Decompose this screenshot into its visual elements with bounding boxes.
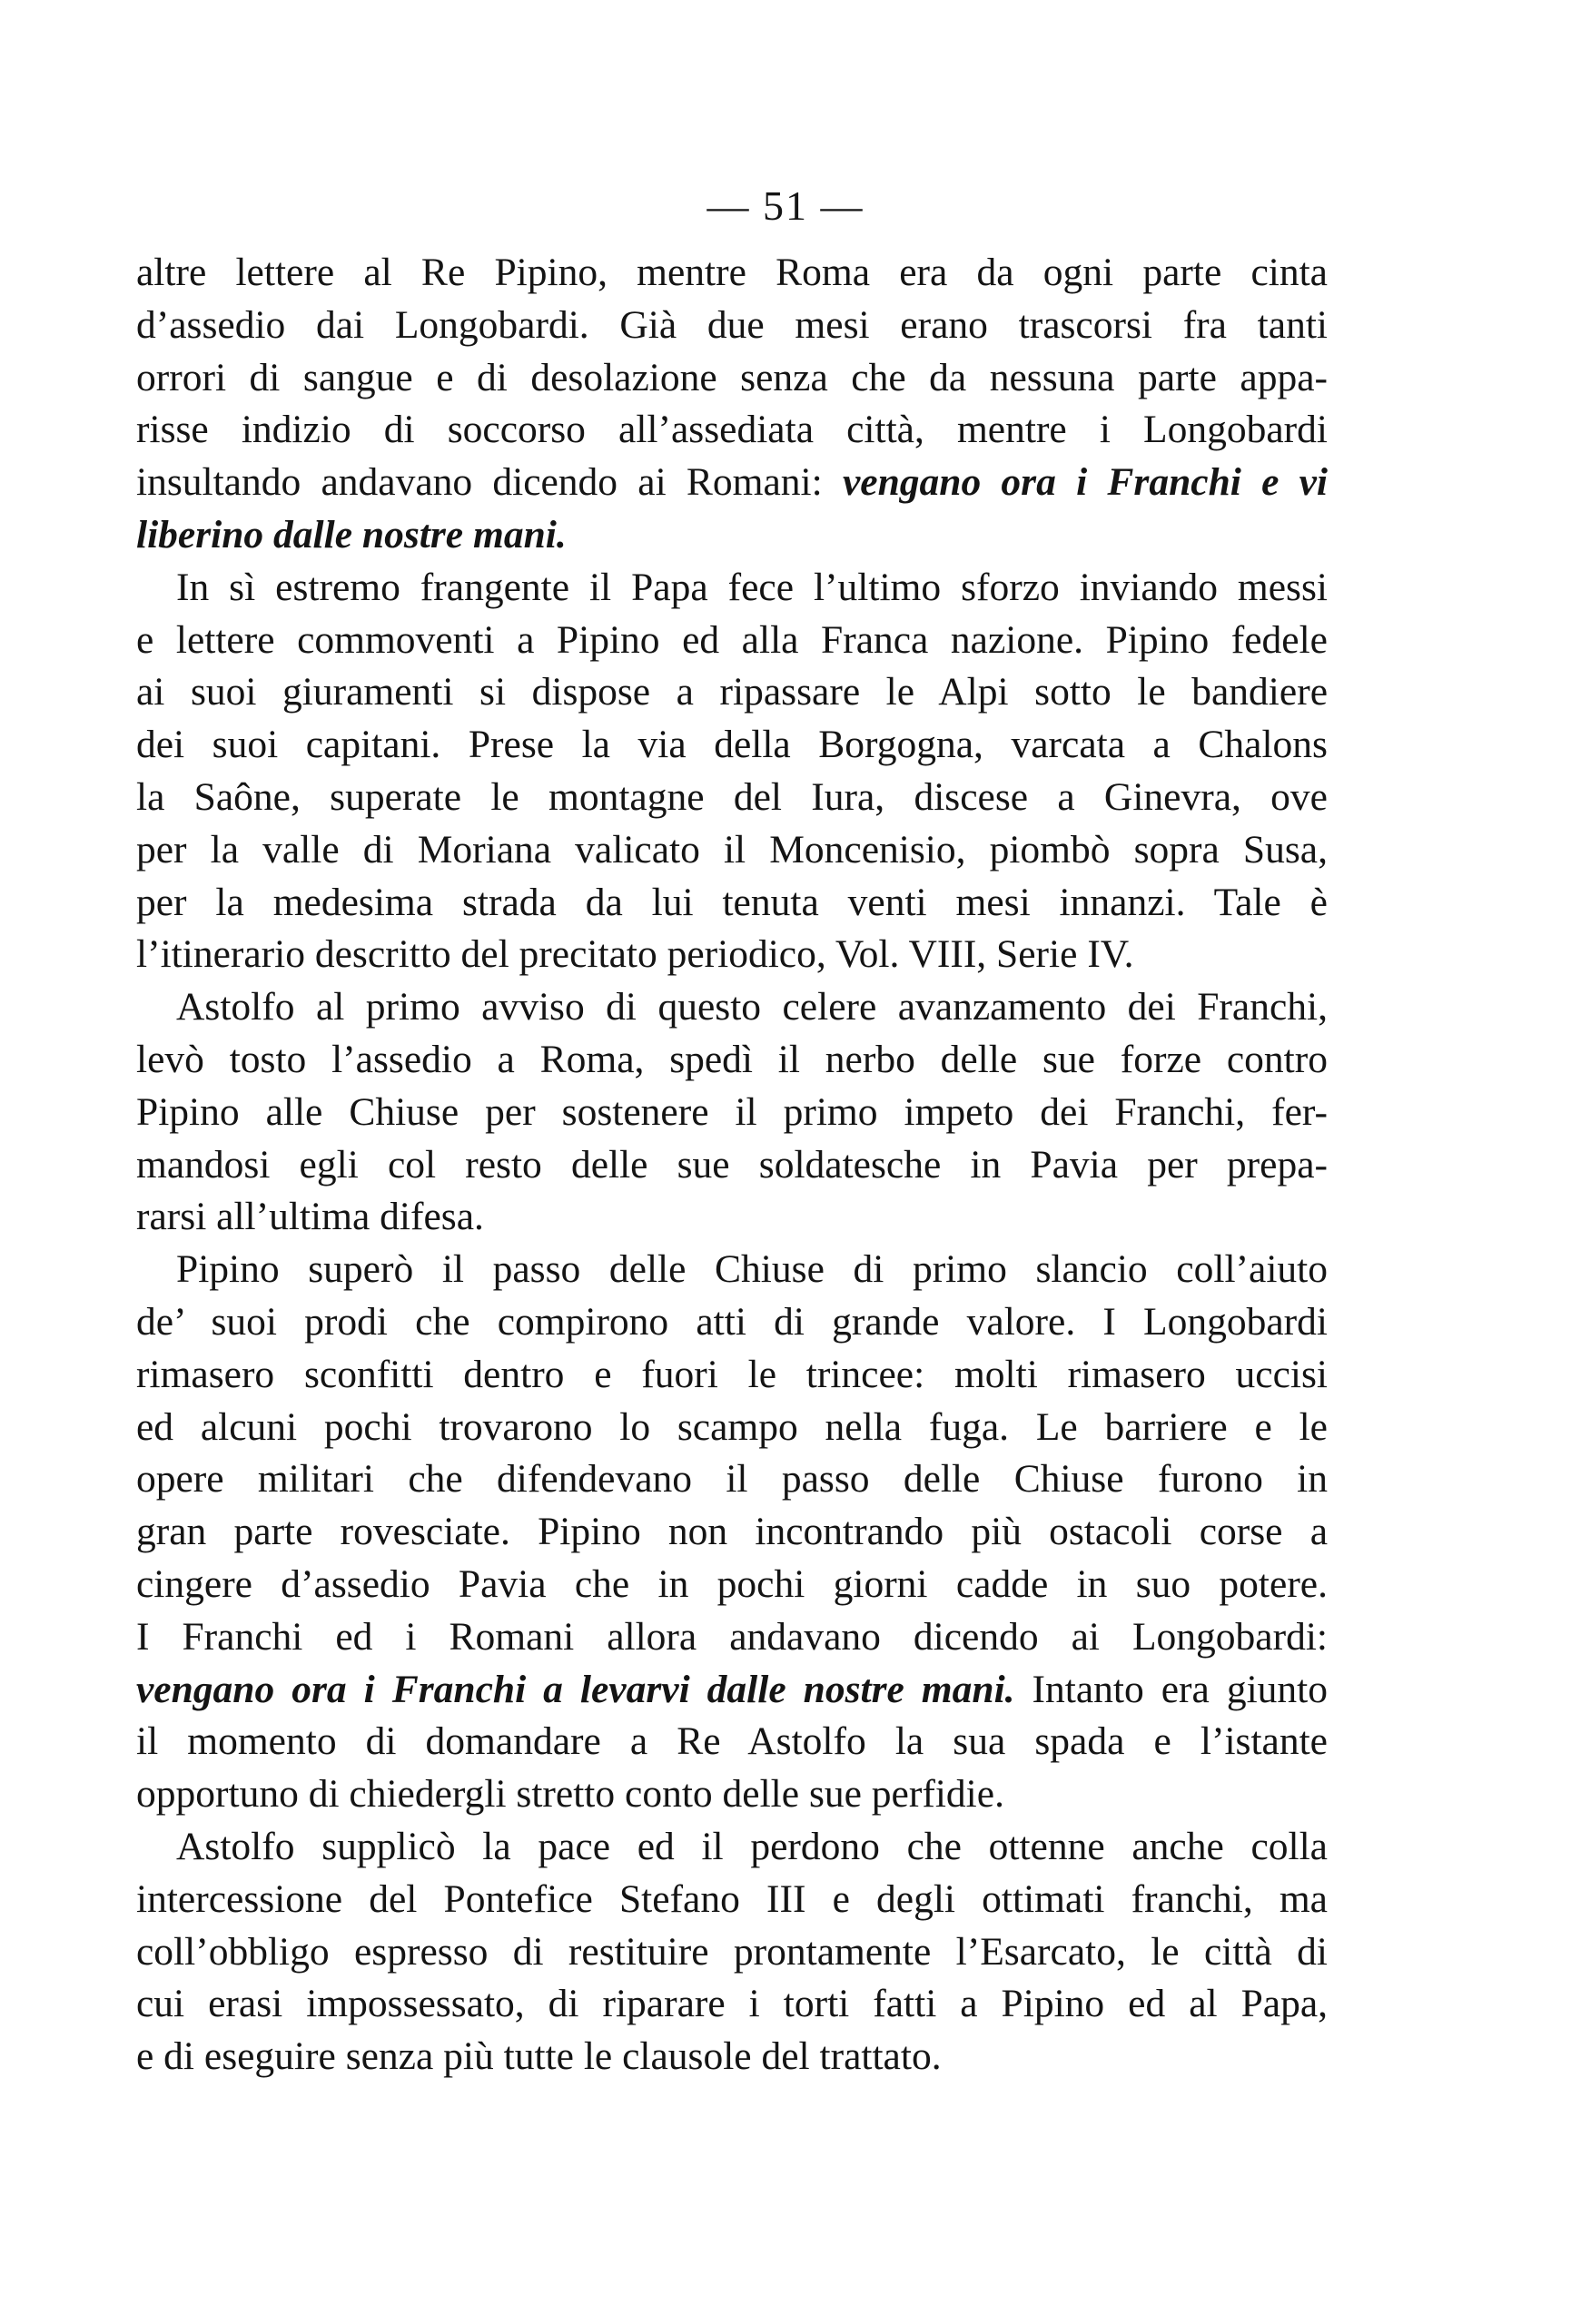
- text-line: [136, 2031, 1328, 2083]
- text-line: [136, 562, 1328, 615]
- paragraph-2: [136, 562, 1328, 981]
- text-line: [136, 666, 1328, 719]
- text-line: [136, 1453, 1328, 1506]
- text-segment: In sì estremo frangente il Papa fece l’ultimo sforzo inviando messi: [176, 565, 1328, 609]
- text-segment: e lettere commoventi a Pipino ed alla Franca nazione. Pipino fedele: [136, 617, 1328, 662]
- text-segment: il momento di domandare a Re Astolfo la sua spada e l’istante: [136, 1719, 1328, 1764]
- text-line: [136, 1139, 1328, 1192]
- text-segment: cui erasi impossessato, di riparare i torti fatti a Pipino ed al Papa,: [136, 1982, 1328, 2026]
- text-segment: Pipino superò il passo delle Chiuse di primo slancio coll’aiuto: [176, 1247, 1328, 1292]
- paragraph-5: [136, 1821, 1328, 2083]
- paragraph-3: [136, 981, 1328, 1244]
- text-segment: per la medesima strada da lui tenuta venti mesi innanzi. Tale è: [136, 880, 1328, 924]
- text-segment: de’ suoi prodi che compirono atti di grande valore. I Longobardi: [136, 1299, 1328, 1344]
- text-segment: rarsi all’ultima difesa.: [136, 1195, 484, 1239]
- italic-quote: vengano ora i Franchi e vi: [842, 460, 1328, 505]
- text-segment: opere militari che difendevano il passo delle Chiuse furono in: [136, 1457, 1328, 1502]
- text-line: [136, 981, 1328, 1034]
- italic-quote: liberino dalle nostre mani.: [136, 512, 567, 556]
- text-line: [136, 615, 1328, 667]
- text-segment: la Saône, superate le montagne del Iura, discese a Ginevra, ove: [136, 774, 1328, 819]
- text-line: [136, 1349, 1328, 1402]
- text-segment: cingere d’assedio Pavia che in pochi giorni cadde in suo potere.: [136, 1561, 1328, 1606]
- text-segment: dei suoi capitani. Prese la via della Borgogna, varcata a Chalons: [136, 723, 1328, 767]
- text-line: [136, 1611, 1328, 1664]
- paragraph-4: [136, 1244, 1328, 1821]
- italic-quote: vengano ora i Franchi a levarvi dalle nostre mani.: [136, 1667, 1015, 1711]
- text-segment: Intanto era giunto: [1014, 1667, 1328, 1711]
- text-segment: rimasero sconfitti dentro e fuori le trincee: molti rimasero uccisi: [136, 1352, 1328, 1396]
- text-line: [136, 877, 1328, 930]
- text-line: [136, 1244, 1328, 1296]
- text-line: [136, 719, 1328, 772]
- text-segment: opportuno di chiedergli stretto conto delle sue perfidie.: [136, 1772, 1004, 1817]
- text-segment: altre lettere al Re Pipino, mentre Roma era da ogni parte cinta: [136, 251, 1328, 294]
- text-segment: insultando andavano dicendo ai Romani:: [136, 460, 843, 505]
- text-line: [136, 1402, 1328, 1454]
- text-line: [136, 300, 1328, 352]
- text-segment: coll’obbligo espresso di restituire prontamente l’Esarcato, le città di: [136, 1929, 1328, 1974]
- text-line: [136, 1716, 1328, 1768]
- text-line: [136, 1506, 1328, 1559]
- page-body: [136, 247, 1328, 2083]
- text-line: [136, 247, 1328, 300]
- text-line: [136, 457, 1328, 509]
- text-line: [136, 1768, 1328, 1821]
- text-segment: orrori di sangue e di desolazione senza che da nessuna parte appa-: [136, 355, 1328, 399]
- text-segment: Astolfo al primo avviso di questo celere avanzamento dei Franchi,: [176, 985, 1328, 1029]
- text-line: [136, 1664, 1328, 1717]
- text-segment: l’itinerario descritto del precitato periodico, Vol. VIII, Serie IV.: [136, 932, 1134, 977]
- text-segment: Pipino alle Chiuse per sostenere il primo impeto dei Franchi, fer-: [136, 1089, 1328, 1134]
- page-number: — 51 —: [706, 182, 865, 229]
- text-segment: d’assedio dai Longobardi. Già due mesi erano trascorsi fra tanti: [136, 302, 1328, 347]
- text-segment: mandosi egli col resto delle sue soldatesche in Pavia per prepa-: [136, 1142, 1328, 1187]
- text-line: [136, 1874, 1328, 1926]
- text-line: [136, 824, 1328, 877]
- text-line: [136, 404, 1328, 457]
- text-segment: ai suoi giuramenti si dispose a ripassare le Alpi sotto le bandiere: [136, 670, 1328, 714]
- text-line: [136, 1821, 1328, 1874]
- text-line: [136, 352, 1328, 405]
- text-segment: levò tosto l’assedio a Roma, spedì il nerbo delle sue forze contro: [136, 1037, 1328, 1081]
- text-line: [136, 1978, 1328, 2031]
- text-segment: per la valle di Moriana valicato il Moncenisio, piombò sopra Susa,: [136, 827, 1328, 872]
- text-line: [136, 1926, 1328, 1979]
- text-line: [136, 1559, 1328, 1611]
- text-line: [136, 1034, 1328, 1087]
- text-segment: intercessione del Pontefice Stefano III e degli ottimati franchi, ma: [136, 1876, 1328, 1921]
- text-segment: e di eseguire senza più tutte le clausole del trattato.: [136, 2034, 942, 2079]
- text-segment: gran parte rovesciate. Pipino non incontrando più ostacoli corse a: [136, 1510, 1328, 1554]
- text-segment: Astolfo supplicò la pace ed il perdono che ottenne anche colla: [176, 1824, 1328, 1868]
- text-line: [136, 772, 1328, 824]
- text-line: [136, 1087, 1328, 1139]
- text-line: [136, 1191, 1328, 1244]
- paragraph-1: [136, 247, 1328, 562]
- text-segment: risse indizio di soccorso all’assediata città, mentre i Longobardi: [136, 408, 1328, 452]
- text-line: [136, 1296, 1328, 1349]
- text-line: [136, 509, 1328, 562]
- text-segment: I Franchi ed i Romani allora andavano dicendo ai Longobardi:: [136, 1614, 1328, 1659]
- text-line: [136, 929, 1328, 981]
- text-segment: ed alcuni pochi trovarono lo scampo nella fuga. Le barriere e le: [136, 1404, 1328, 1449]
